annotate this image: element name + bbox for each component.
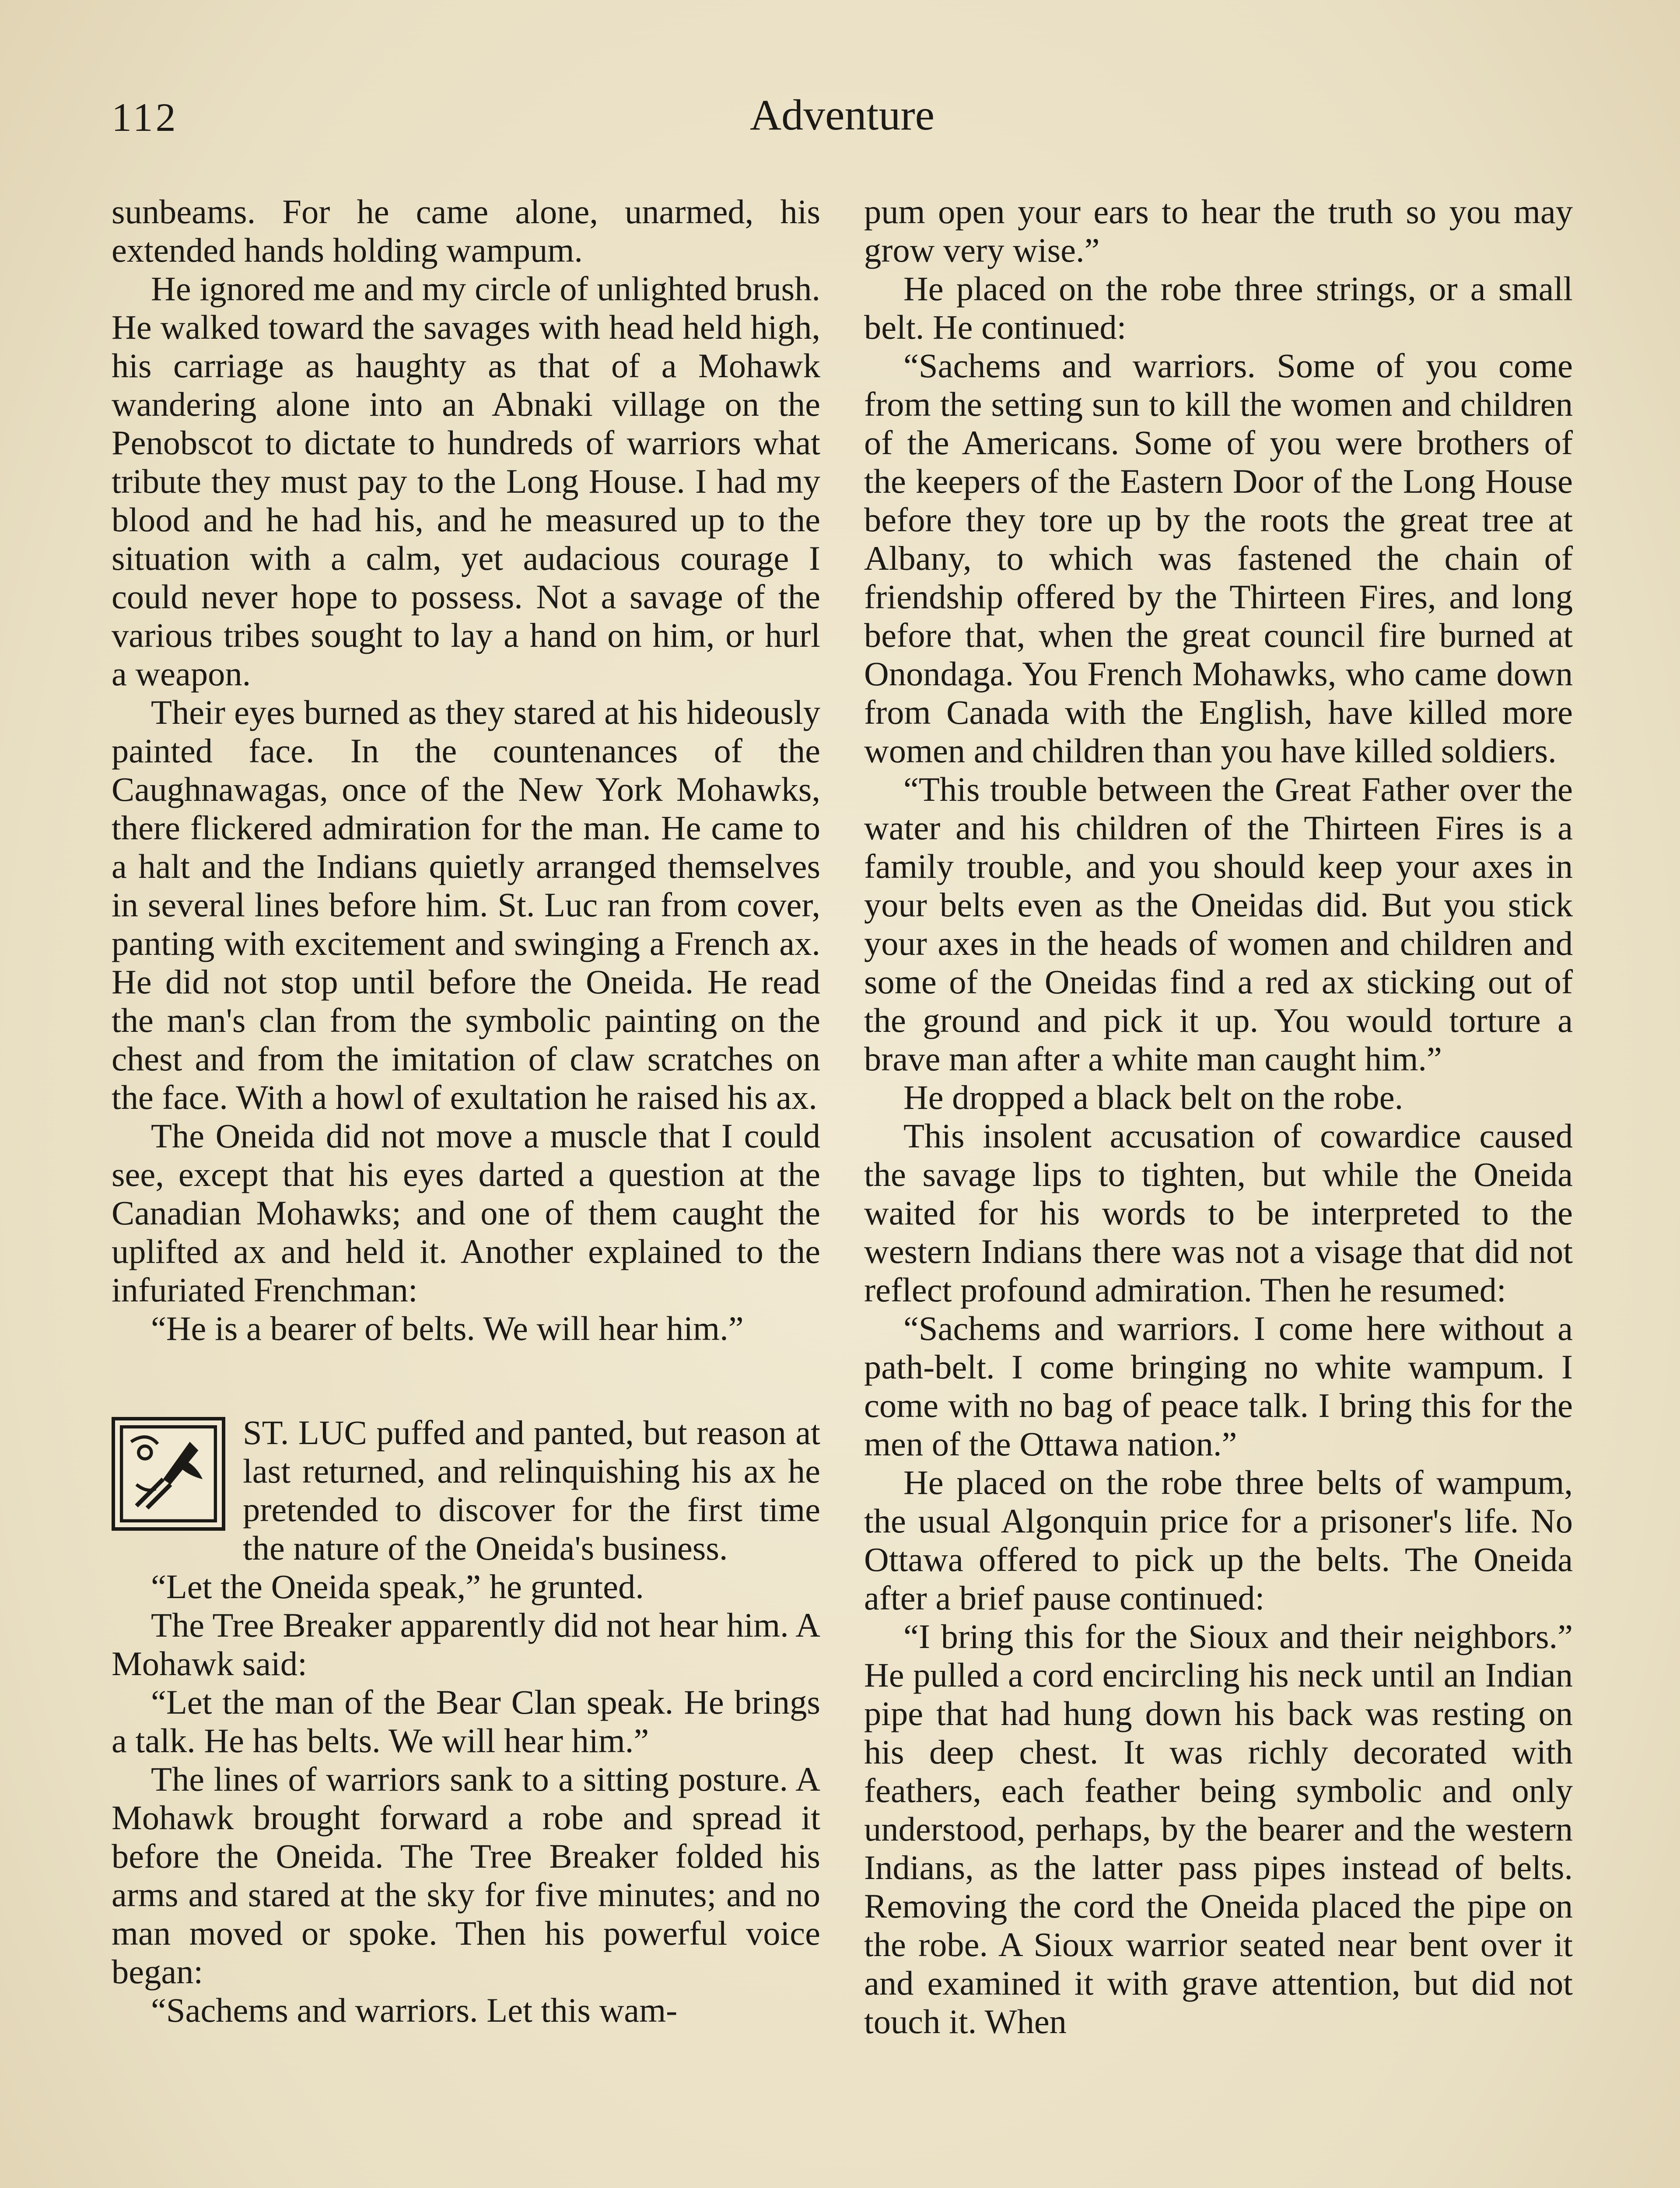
paragraph: “Sachems and warriors. Some of you come from the setting sun to kill the women and children of the Americans. Some of you were brothers of the keepers of the Eastern Door of the Long House before they tore up by the roots the great tree at Albany, to which was fastened the chain of friendship offered by the Thirteen Fires, and long before that, when the great council fire burned at Onondaga. You French Mohawks, who came down from Canada with the English, have killed more women and children than you have killed soldiers. [864, 347, 1573, 770]
page-header [112, 91, 1573, 164]
paragraph: He placed on the robe three strings, or a small belt. He continued: [864, 270, 1573, 346]
paragraph: pum open your ears to hear the truth so you may grow very wise.” [864, 193, 1573, 269]
paragraph: The Tree Breaker apparently did not hear him. A Mohawk said: [112, 1606, 820, 1683]
decorative-ornament-icon [112, 1417, 225, 1531]
paragraph: “Sachems and warriors. Let this wam- [151, 1991, 678, 2029]
paragraph: He placed on the robe three belts of wampum, the usual Algonquin price for a prisoner's life. No Ottawa offered to pick up the belts. The Oneida after a brief pause continued: [864, 1463, 1573, 1617]
paragraph: The lines of warriors sank to a sitting posture. A Mohawk brought forward a robe and spread it before the Oneida. The Tree Breaker folded his arms and stared at the sky for five minutes; and no man moved or spoke. Then his powerful voice began: [112, 1760, 820, 1991]
paragraph: “I bring this for the Sioux and their neighbors.” He pulled a cord encircling his neck until an Indian pipe that had hung down his back was resting on his deep chest. It was richly decorated with feathers, each feather being symbolic and only understood, perhaps, by the bearer and the western Indians, as the latter pass pipes instead of belts. Removing the cord the Oneida placed the pipe on the robe. A Sioux warrior seated near bent over it and examined it with grave attention, but did not touch it. When [864, 1617, 1573, 2041]
page-number: 112 [112, 95, 178, 140]
right-column [864, 193, 1573, 2188]
section-lead-paragraph: ST. LUC puffed and panted, but reason at last returned, and relinquishing his ax he pretended to discover for the first time the nature of the Oneida's business. [243, 1413, 820, 1567]
paragraph: “Let the Oneida speak,” he grunted. [151, 1567, 644, 1606]
paragraph: sunbeams. For he came alone, unarmed, his extended hands holding wampum. [112, 193, 820, 269]
paragraph: “Sachems and warriors. I come here without a path-belt. I come bringing no white wampum. I come with no bag of peace talk. I bring this for the men of the Ottawa nation.” [864, 1309, 1573, 1463]
section-opening [112, 1413, 820, 1567]
paragraph: “This trouble between the Great Father over the water and his children of the Thirteen Fires is a family trouble, and you should keep your axes in your belts even as the Oneidas did. But you stick your axes in the heads of women and children and some of the Oneidas find a red ax sticking out of the ground and pick it up. You would torture a brave man after a white man caught him.” [864, 770, 1573, 1078]
paragraph: The Oneida did not move a muscle that I could see, except that his eyes darted a question at the Canadian Mohawks; and one of them caught the uplifted ax and held it. Another explained to the infuriated Frenchman: [112, 1117, 820, 1309]
paragraph: “He is a bearer of belts. We will hear him.” [151, 1309, 744, 1347]
running-title: Adventure [749, 91, 935, 139]
paragraph: This insolent accusation of cowardice caused the savage lips to tighten, but while the Oneida waited for his words to be interpreted to the western Indians there was not a visage that did not reflect profound admiration. Then he resumed: [864, 1117, 1573, 1309]
paragraph: “Let the man of the Bear Clan speak. He brings a talk. He has belts. We will hear him.” [112, 1683, 820, 1760]
paragraph: He dropped a black belt on the robe. [903, 1078, 1404, 1116]
left-column [112, 193, 820, 2188]
paragraph: Their eyes burned as they stared at his hideously painted face. In the countenances of the Caughnawagas, once of the New York Mohawks, there flickered admiration for the man. He came to a halt and the Indians quietly arranged themselves in several lines before him. St. Luc ran from cover, panting with excitement and swinging a French ax. He did not stop until before the Oneida. He read the man's clan from the symbolic painting on the chest and from the imitation of claw scratches on the face. With a howl of exultation he raised his ax. [112, 693, 820, 1116]
paragraph: He ignored me and my circle of unlighted brush. He walked toward the savages with head held high, his carriage as haughty as that of a Mohawk wandering alone into an Abnaki village on the Penobscot to dictate to hundreds of warriors what tribute they must pay to the Long House. I had my blood and he had his, and he measured up to the situation with a calm, yet audacious courage I could never hope to possess. Not a savage of the various tribes sought to lay a hand on him, or hurl a weapon. [112, 270, 820, 693]
